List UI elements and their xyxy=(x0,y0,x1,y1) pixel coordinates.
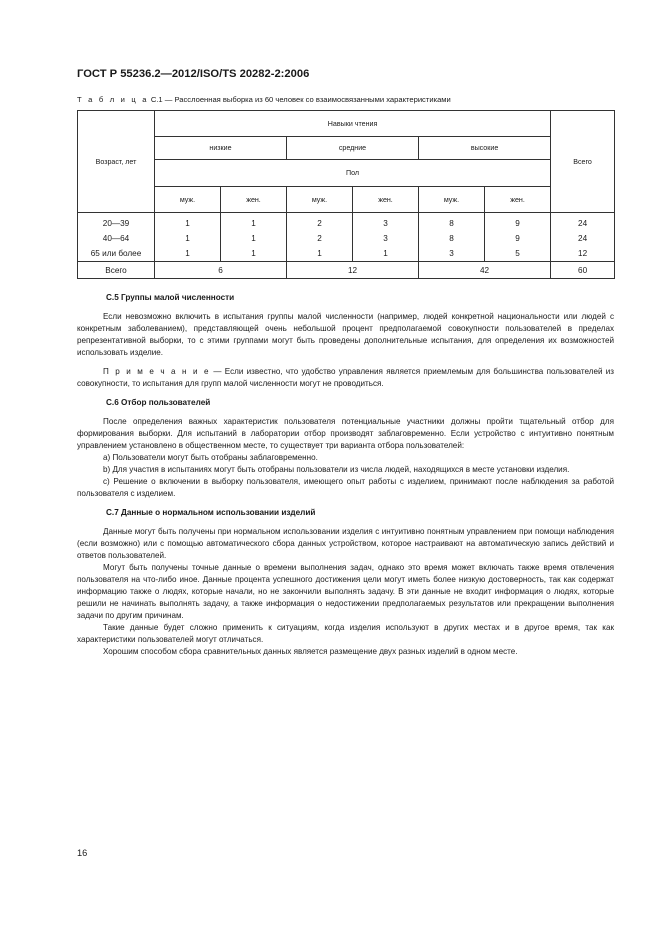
table-row xyxy=(78,246,615,262)
table-caption-text: С.1 — Расслоенная выборка из 60 человек со взаимосвязанными характеристиками xyxy=(148,95,451,104)
totals-medium: 12 xyxy=(287,262,419,279)
header-sex-male: муж. xyxy=(155,187,221,213)
section-c6-item-b: b) Для участия в испытаниях могут быть отобраны пользователи из числа людей, находящихся в месте установки изделия. xyxy=(103,465,570,474)
header-total: Всего xyxy=(551,111,615,213)
row-age: 65 или более xyxy=(78,246,155,262)
stratified-sample-table xyxy=(77,110,615,279)
table-cell: 9 xyxy=(485,231,551,246)
totals-low: 6 xyxy=(155,262,287,279)
totals-grand: 60 xyxy=(551,262,615,279)
section-c7-paragraph: Могут быть получены точные данные о времени выполнения задач, однако это время может включать также время отвлечения пользователя на что-либо иное. Данные процента успешного достижения цели могут иметь более низкую достоверность, так как содержат информацию также о людях, которые начали, но не закончили выполнять задачу. В эти данные не входит информация о людях, которые решили не начинать выполнять задачу, а также информация о недостижении предполагаемых результатов или прекращении выполнения задачи по другим причинам. xyxy=(77,563,614,620)
note-label: П р и м е ч а н и е xyxy=(103,367,211,376)
note-text: — Если известно, что удобство управления является приемлемым для большинства пользователей из совокупности, то испытания для групп малой численности могут не проводиться. xyxy=(77,367,614,388)
row-total: 24 xyxy=(551,231,615,246)
section-c6-item-a: а) Пользователи могут быть отобраны заблаговременно. xyxy=(103,453,318,462)
row-total: 12 xyxy=(551,246,615,262)
section-c6-title: С.6 Отбор пользователей xyxy=(106,398,211,407)
totals-high: 42 xyxy=(419,262,551,279)
document-body xyxy=(77,292,614,658)
section-c5-title: С.5 Группы малой численности xyxy=(106,293,235,302)
row-age: 20—39 xyxy=(78,216,155,231)
table-caption xyxy=(77,95,451,104)
table-totals-row xyxy=(78,262,615,279)
section-c7-paragraph: Данные могут быть получены при нормальном использовании изделия с интуитивно понятным управлением при помощи наблюдения (если возможно) или с помощью автоматического сбора данных устройством, которое настраивают на автоматическую запись действий и ответов пользователей. xyxy=(77,527,614,560)
section-c6-paragraph: После определения важных характеристик пользователя потенциальные участники должны пройти тщательный отбор для формирования выборки. Для испытаний в лаборатории отбор производят заблаговременно. Если устройство с интуитивно понятным управлением установлено в общественном месте, то существует три варианта отбора пользователей: xyxy=(77,417,614,450)
table-cell: 1 xyxy=(155,231,221,246)
section-c5-note xyxy=(77,366,614,390)
table-cell: 1 xyxy=(353,246,419,262)
table-cell: 5 xyxy=(485,246,551,262)
section-c6-item-c: с) Решение о включении в выборку пользователя, имеющего опыт работы с изделием, принимают после наблюдения за работой пользователя с изделием. xyxy=(77,477,614,498)
section-c5-paragraph: Если невозможно включить в испытания группы малой численности (например, людей конкретной национальности или людей с конкретным заболеванием), представляющей очень небольшой процент предполагаемой совокупности пользователей в пределах репрезентативной выборки, то с этими группами могут быть проведены дополнительные испытания, для определения их возможностей использовать изделие. xyxy=(77,312,614,357)
header-sex-male: муж. xyxy=(419,187,485,213)
table-cell: 8 xyxy=(419,231,485,246)
document-header: ГОСТ Р 55236.2—2012/ISO/TS 20282-2:2006 xyxy=(77,68,310,80)
table-cell: 9 xyxy=(485,216,551,231)
table-cell: 3 xyxy=(419,246,485,262)
table-cell: 8 xyxy=(419,216,485,231)
table-cell: 3 xyxy=(353,216,419,231)
table-cell: 1 xyxy=(221,246,287,262)
header-sex-female: жен. xyxy=(485,187,551,213)
header-sex: Пол xyxy=(155,160,551,187)
table-cell: 1 xyxy=(155,246,221,262)
totals-label: Всего xyxy=(78,262,155,279)
table-cell: 1 xyxy=(221,216,287,231)
row-age: 40—64 xyxy=(78,231,155,246)
header-sex-female: жен. xyxy=(353,187,419,213)
table-cell: 2 xyxy=(287,231,353,246)
header-reading-skills: Навыки чтения xyxy=(155,111,551,137)
header-skill-medium: средние xyxy=(287,137,419,160)
header-skill-low: низкие xyxy=(155,137,287,160)
header-skill-high: высокие xyxy=(419,137,551,160)
header-sex-female: жен. xyxy=(221,187,287,213)
header-age: Возраст, лет xyxy=(78,111,155,213)
section-c7-paragraph: Хорошим способом сбора сравнительных данных является размещение двух разных изделий в одном месте. xyxy=(103,647,518,656)
section-c7-title: С.7 Данные о нормальном использовании изделий xyxy=(106,508,316,517)
table-row xyxy=(78,216,615,231)
page-number: 16 xyxy=(77,848,88,858)
table-row xyxy=(78,231,615,246)
section-c7-paragraph: Такие данные будет сложно применить к ситуациям, когда изделия используют в других местах и в другое время, так как характеристики пользователей могут отличаться. xyxy=(77,623,614,644)
table-cell: 1 xyxy=(155,216,221,231)
table-cell: 1 xyxy=(221,231,287,246)
header-sex-male: муж. xyxy=(287,187,353,213)
row-total: 24 xyxy=(551,216,615,231)
table-caption-label: Т а б л и ц а xyxy=(77,95,149,104)
table-cell: 1 xyxy=(287,246,353,262)
table-cell: 3 xyxy=(353,231,419,246)
table-cell: 2 xyxy=(287,216,353,231)
